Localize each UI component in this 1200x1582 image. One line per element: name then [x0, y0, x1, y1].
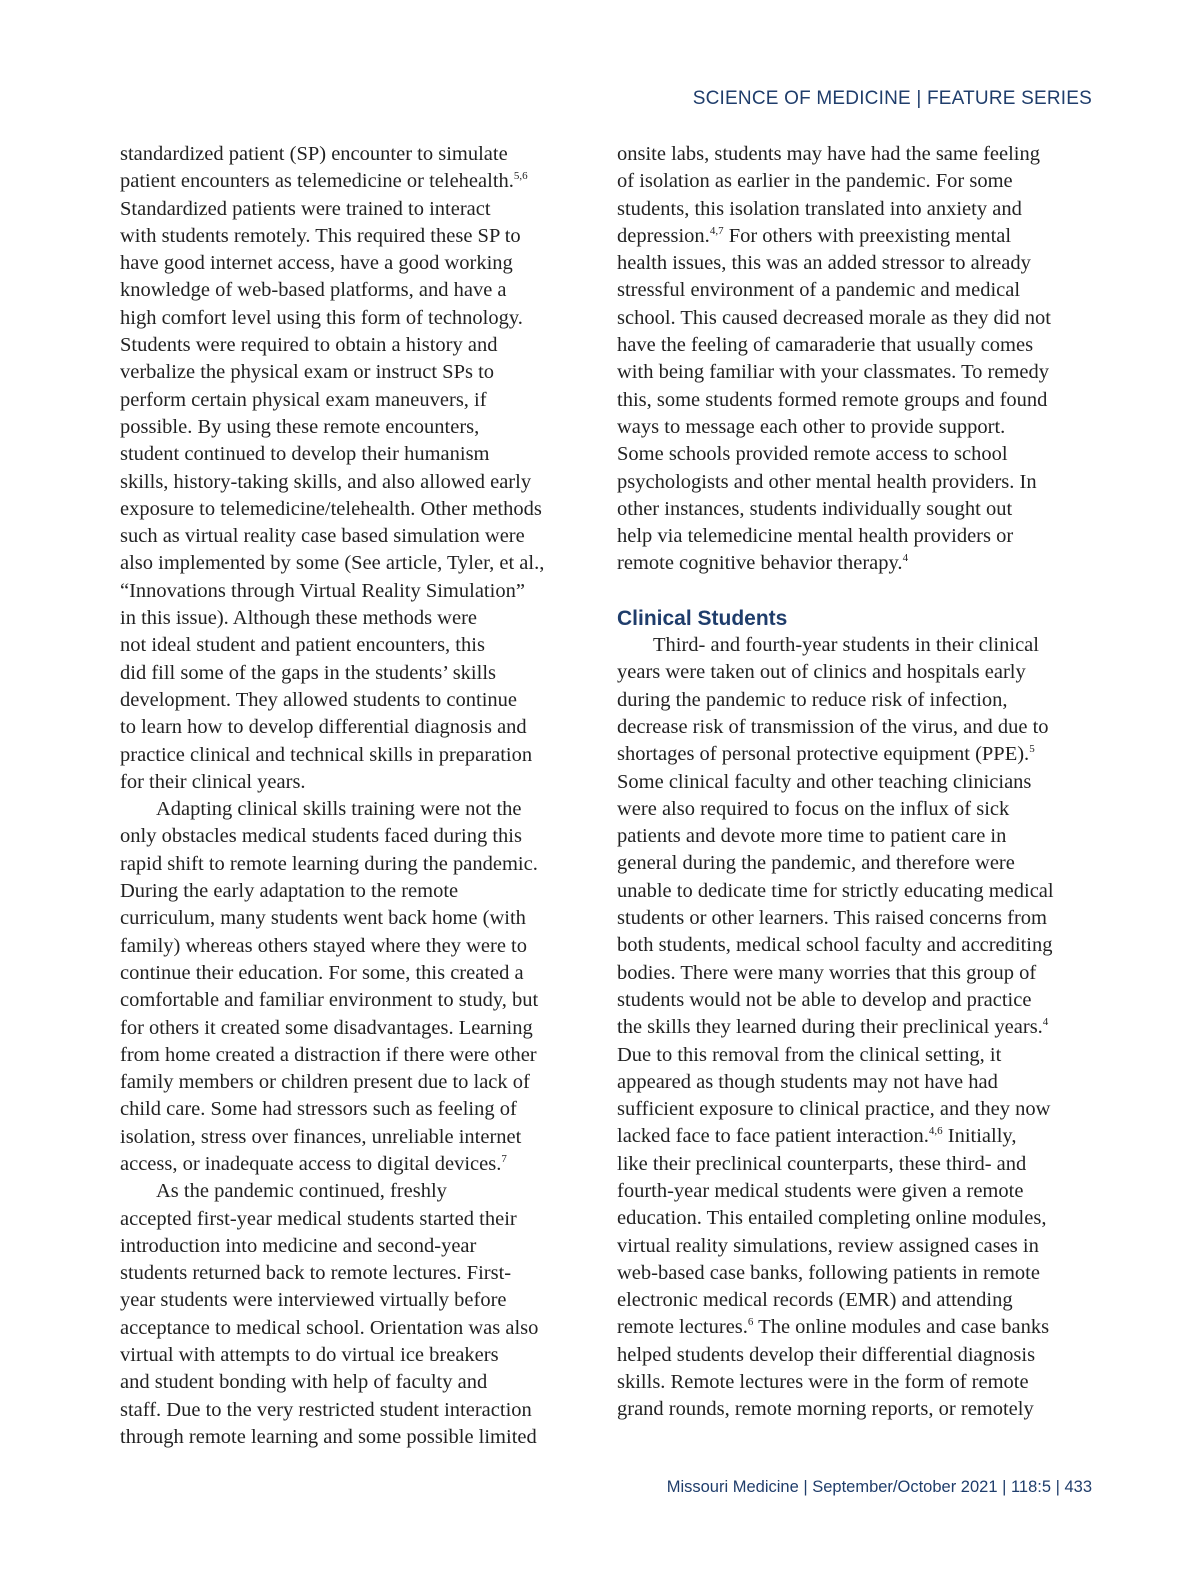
line-text: curriculum, many students went back home (with	[120, 907, 526, 930]
text-line	[617, 1069, 1097, 1096]
line-text: during the pandemic to reduce risk of infection,	[617, 688, 1008, 711]
line-text: “Innovations through Virtual Reality Simulation”	[120, 579, 525, 602]
text-line	[617, 414, 1097, 441]
citation-superscript: 4,7	[709, 224, 724, 237]
line-text: sufficient exposure to clinical practice, and they now	[617, 1098, 1051, 1121]
text-line	[120, 796, 590, 823]
text-line	[120, 714, 590, 741]
text-line	[617, 250, 1097, 277]
text-line	[617, 305, 1097, 332]
line-text: Some schools provided remote access to school	[617, 443, 1008, 466]
right-column-paragraph	[617, 141, 1097, 578]
text-line	[120, 1151, 590, 1178]
line-text: students or other learners. This raised concerns from	[617, 907, 1047, 930]
line-text: school. This caused decreased morale as they did not	[617, 306, 1051, 329]
text-line	[120, 250, 590, 277]
line-text: remote lectures.	[617, 1316, 748, 1339]
citation-superscript: 4,6	[928, 1125, 943, 1138]
text-line	[617, 1396, 1097, 1423]
line-text: accepted first-year medical students started their	[120, 1207, 517, 1230]
text-line	[120, 1096, 590, 1123]
text-line	[617, 277, 1097, 304]
line-text: virtual with attempts to do virtual ice breakers	[120, 1344, 499, 1367]
citation-superscript: 5	[1029, 743, 1035, 756]
text-line	[617, 387, 1097, 414]
text-line	[617, 1096, 1097, 1123]
line-text: depression.	[617, 224, 710, 247]
text-line	[120, 878, 590, 905]
line-text: staff. Due to the very restricted student interaction	[120, 1398, 532, 1421]
line-text: helped students develop their differential diagnosis	[617, 1343, 1036, 1366]
line-text: exposure to telemedicine/telehealth. Other methods	[120, 497, 542, 520]
section-spacer	[617, 578, 1097, 605]
citation-superscript: 4	[1042, 1016, 1049, 1029]
text-line	[120, 660, 590, 687]
line-text-continued: For others with preexisting mental	[723, 224, 1012, 247]
text-line	[120, 1124, 590, 1151]
line-text: skills, history-taking skills, and also allowed early	[120, 470, 532, 493]
line-text: bodies. There were many worries that this group of	[617, 961, 1037, 984]
text-line	[617, 332, 1097, 359]
text-line	[617, 1369, 1097, 1396]
text-line	[120, 332, 590, 359]
line-text: practice clinical and technical skills in preparation	[120, 743, 533, 766]
text-line	[617, 223, 1097, 250]
line-text: Adapting clinical skills training were not the	[156, 798, 522, 821]
text-line	[120, 1260, 590, 1287]
line-text: for their clinical years.	[120, 770, 306, 793]
text-line	[120, 387, 590, 414]
line-text: rapid shift to remote learning during the pandemic.	[120, 852, 538, 875]
line-text: continue their education. For some, this created a	[120, 961, 524, 984]
line-text: development. They allowed students to continue	[120, 688, 518, 711]
page-footer: Missouri Medicine | September/October 2021 | 118:5 | 433	[666, 1478, 1092, 1496]
line-text: perform certain physical exam maneuvers, if	[120, 388, 487, 411]
line-text: high comfort level using this form of technology.	[120, 306, 523, 329]
text-line	[120, 823, 590, 850]
line-text: During the early adaptation to the remote	[120, 880, 459, 903]
line-text: comfortable and familiar environment to study, but	[120, 989, 539, 1012]
text-line	[617, 987, 1097, 1014]
line-text: remote cognitive behavior therapy.	[617, 552, 903, 575]
line-text: with being familiar with your classmates. To remedy	[617, 361, 1050, 384]
text-line	[617, 496, 1097, 523]
line-text: help via telemedicine mental health providers or	[617, 525, 1014, 548]
citation-superscript: 4	[902, 552, 909, 565]
text-line	[120, 933, 590, 960]
text-line	[617, 523, 1097, 550]
right-column-section-body	[617, 632, 1097, 1424]
text-line	[120, 277, 590, 304]
line-text: patients and devote more time to patient care in	[617, 825, 1007, 848]
line-text: electronic medical records (EMR) and attending	[617, 1289, 1013, 1312]
line-text: knowledge of web-based platforms, and have a	[120, 279, 507, 302]
text-line	[617, 1260, 1097, 1287]
line-text: to learn how to develop differential diagnosis and	[120, 716, 527, 739]
line-text: web-based case banks, following patients in remote	[617, 1261, 1040, 1284]
line-text: psychologists and other mental health providers. In	[617, 470, 1037, 493]
running-header: SCIENCE OF MEDICINE | FEATURE SERIES	[692, 88, 1092, 109]
text-line	[120, 905, 590, 932]
line-text: stressful environment of a pandemic and medical	[617, 279, 1021, 302]
line-text: both students, medical school faculty and accrediting	[617, 934, 1053, 957]
text-line	[120, 1397, 590, 1424]
text-line	[617, 632, 1097, 659]
line-text: the skills they learned during their preclinical years.	[617, 1016, 1043, 1039]
text-line	[120, 523, 590, 550]
line-text: unable to dedicate time for strictly educating medical	[617, 879, 1054, 902]
line-text: such as virtual reality case based simulation were	[120, 525, 525, 548]
text-line	[617, 1151, 1097, 1178]
text-line	[617, 1287, 1097, 1314]
line-text: family members or children present due to lack of	[120, 1071, 530, 1094]
line-text: introduction into medicine and second-year	[120, 1234, 477, 1257]
line-text: appeared as though students may not have had	[617, 1070, 998, 1093]
text-line	[617, 905, 1097, 932]
line-text: did fill some of the gaps in the students’ skills	[120, 661, 496, 684]
line-text: access, or inadequate access to digital devices.	[120, 1152, 502, 1175]
line-text: only obstacles medical students faced during this	[120, 825, 522, 848]
line-text-continued: The online modules and case banks	[753, 1316, 1050, 1339]
line-text: this, some students formed remote groups and found	[617, 388, 1048, 411]
line-text: child care. Some had stressors such as feeling of	[120, 1098, 517, 1121]
line-text: Standardized patients were trained to interact	[120, 197, 491, 220]
text-line	[120, 1424, 590, 1451]
text-line	[120, 1287, 590, 1314]
line-text: general during the pandemic, and therefore were	[617, 852, 1015, 875]
text-line	[617, 1205, 1097, 1232]
text-line	[617, 1014, 1097, 1041]
text-line	[120, 359, 590, 386]
text-line	[120, 605, 590, 632]
line-text: student continued to develop their humanism	[120, 443, 490, 466]
text-line	[120, 414, 590, 441]
text-line	[120, 1042, 590, 1069]
text-line	[120, 168, 590, 195]
text-line	[120, 851, 590, 878]
text-line	[120, 305, 590, 332]
text-line	[120, 550, 590, 577]
text-line	[120, 196, 590, 223]
text-line	[617, 960, 1097, 987]
text-line	[120, 223, 590, 250]
text-line	[617, 196, 1097, 223]
section-heading: Clinical Students	[617, 606, 788, 630]
text-line	[120, 441, 590, 468]
line-text: fourth-year medical students were given a remote	[617, 1179, 1024, 1202]
line-text: students would not be able to develop and practice	[617, 988, 1032, 1011]
right-column	[617, 141, 1097, 1424]
line-text: acceptance to medical school. Orientation was also	[120, 1316, 539, 1339]
line-text: for others it created some disadvantages. Learning	[120, 1016, 533, 1039]
line-text: students, this isolation translated into anxiety and	[617, 197, 1022, 220]
line-text: from home created a distraction if there were other	[120, 1043, 537, 1066]
text-line	[120, 1233, 590, 1260]
text-line	[120, 1069, 590, 1096]
text-line	[617, 769, 1097, 796]
line-text: like their preclinical counterparts, these third- and	[617, 1152, 1027, 1175]
line-text: isolation, stress over finances, unreliable internet	[120, 1125, 522, 1148]
text-line	[617, 168, 1097, 195]
line-text: Students were required to obtain a history and	[120, 334, 498, 357]
text-line	[617, 359, 1097, 386]
citation-superscript: 5,6	[513, 170, 528, 183]
text-line	[617, 1042, 1097, 1069]
text-line	[120, 1315, 590, 1342]
line-text: Some clinical faculty and other teaching clinicians	[617, 770, 1032, 793]
line-text: lacked face to face patient interaction.	[617, 1125, 929, 1148]
text-line	[617, 687, 1097, 714]
text-line	[617, 1123, 1097, 1150]
text-line	[120, 769, 590, 796]
text-line	[120, 1178, 590, 1205]
text-line	[617, 1178, 1097, 1205]
text-line	[120, 632, 590, 659]
text-line	[120, 1206, 590, 1233]
line-text: through remote learning and some possible limited	[120, 1425, 537, 1448]
line-text: standardized patient (SP) encounter to simulate	[120, 143, 508, 165]
line-text: possible. By using these remote encounters,	[120, 415, 480, 438]
text-line	[120, 578, 590, 605]
text-line	[120, 1342, 590, 1369]
line-text: other instances, students individually sought out	[617, 497, 1013, 520]
text-line	[617, 741, 1097, 768]
line-text: have good internet access, have a good working	[120, 252, 513, 275]
text-line	[617, 823, 1097, 850]
line-text: ways to message each other to provide support.	[617, 415, 1006, 438]
text-line	[617, 850, 1097, 877]
line-text: skills. Remote lectures were in the form of remote	[617, 1371, 1029, 1394]
text-line	[120, 1015, 590, 1042]
line-text: health issues, this was an added stressor to already	[617, 252, 1031, 275]
line-text: decrease risk of transmission of the virus, and due to	[617, 715, 1049, 738]
left-column	[120, 141, 590, 1451]
citation-superscript: 6	[747, 1316, 754, 1329]
line-text: year students were interviewed virtually before	[120, 1289, 507, 1312]
text-line	[617, 932, 1097, 959]
text-line	[617, 1233, 1097, 1260]
line-text: Due to this removal from the clinical setting, it	[617, 1043, 1002, 1066]
text-line	[617, 714, 1097, 741]
line-text-continued: Initially,	[942, 1125, 1017, 1148]
line-text: not ideal student and patient encounters, this	[120, 634, 485, 657]
line-text: verbalize the physical exam or instruct SPs to	[120, 361, 495, 384]
line-text: in this issue). Although these methods were	[120, 607, 477, 630]
text-line	[617, 796, 1097, 823]
line-text: grand rounds, remote morning reports, or remotely	[617, 1398, 1034, 1421]
line-text: with students remotely. This required these SP to	[120, 224, 521, 247]
line-text: education. This entailed completing online modules,	[617, 1207, 1047, 1230]
line-text: students returned back to remote lectures. First-	[120, 1262, 512, 1285]
text-line	[120, 987, 590, 1014]
text-line	[617, 1314, 1097, 1341]
text-line	[120, 496, 590, 523]
text-line	[120, 1369, 590, 1396]
text-line	[120, 960, 590, 987]
line-text: family) whereas others stayed where they were to	[120, 934, 527, 957]
line-text: also implemented by some (See article, Tyler, et al.,	[120, 552, 545, 575]
line-text: years were taken out of clinics and hospitals early	[617, 661, 1026, 684]
line-text: onsite labs, students may have had the same feeling	[617, 143, 1040, 165]
text-line	[617, 441, 1097, 468]
line-text: virtual reality simulations, review assigned cases in	[617, 1234, 1039, 1257]
text-line	[617, 878, 1097, 905]
text-line	[617, 141, 1097, 168]
text-line	[120, 141, 590, 168]
line-text: were also required to focus on the influx of sick	[617, 797, 1010, 820]
text-line	[617, 1342, 1097, 1369]
line-text: have the feeling of camaraderie that usually comes	[617, 334, 1034, 357]
line-text: Third- and fourth-year students in their clinical	[653, 634, 1039, 657]
citation-superscript: 7	[501, 1152, 507, 1165]
line-text: and student bonding with help of faculty and	[120, 1371, 488, 1394]
text-line	[617, 469, 1097, 496]
line-text: As the pandemic continued, freshly	[156, 1180, 447, 1203]
text-line	[120, 742, 590, 769]
line-text: of isolation as earlier in the pandemic. For some	[617, 170, 1013, 193]
text-line	[617, 659, 1097, 686]
text-line	[120, 687, 590, 714]
text-line	[617, 550, 1097, 577]
line-text: patient encounters as telemedicine or telehealth.	[120, 170, 514, 193]
text-line	[120, 469, 590, 496]
line-text: shortages of personal protective equipment (PPE).	[617, 743, 1030, 766]
